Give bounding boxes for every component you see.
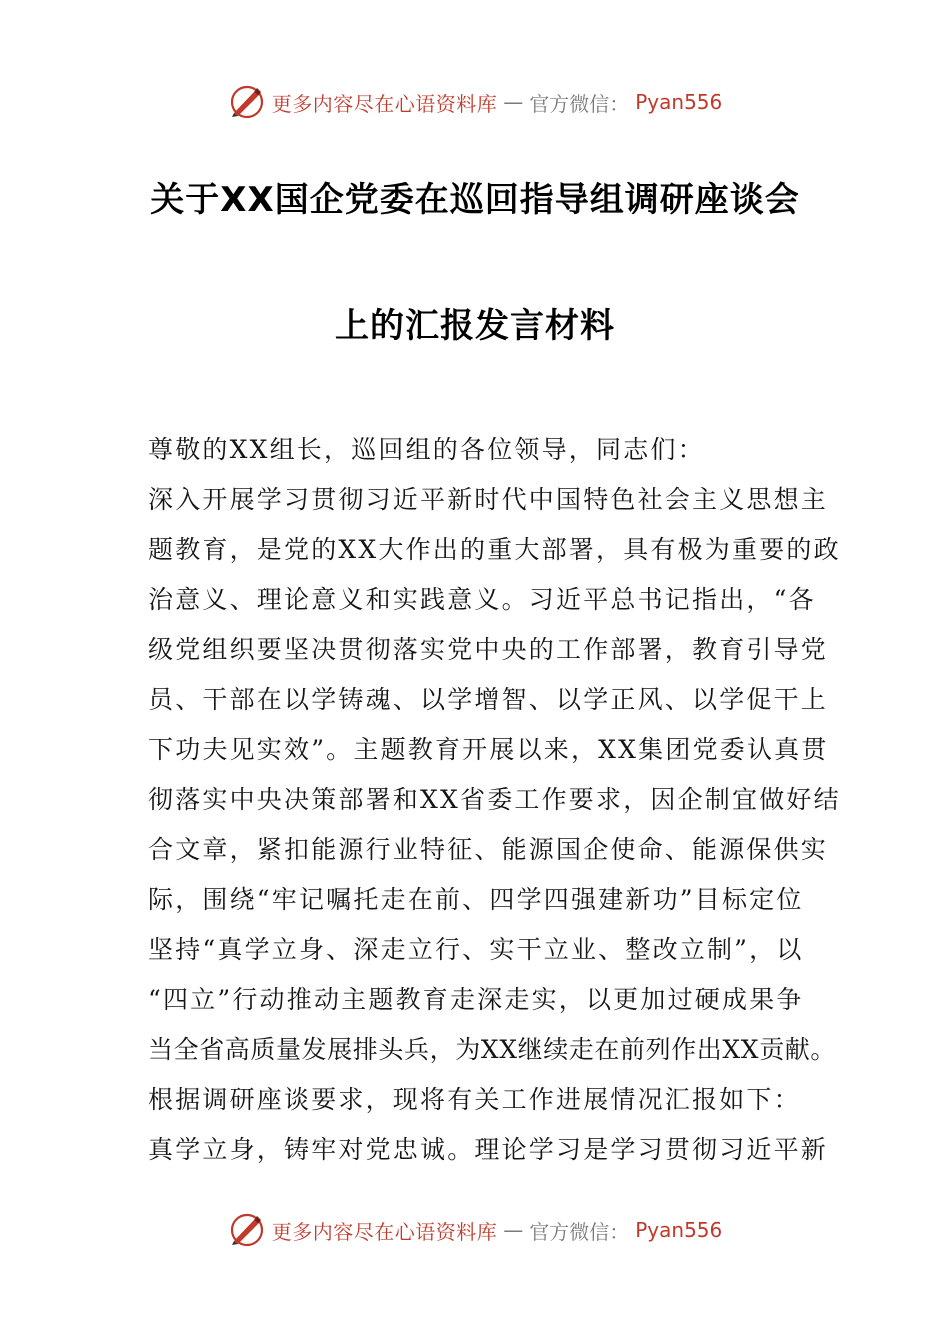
body-line: 员、干部在以学铸魂、以学增智、以学正风、以学促干上 (148, 685, 829, 714)
document-title-line-1: 关于XX国企党委在巡回指导组调研座谈会 (150, 180, 800, 220)
body-line: 合文章，紧扣能源行业特征、能源国企使命、能源保供实 (148, 835, 829, 864)
body-line: 真学立身，铸牢对党忠诚。理论学习是学习贯彻习近平新 (148, 1135, 829, 1164)
wechat-id: Pyan556 (635, 1218, 723, 1242)
body-line: 当全省高质量发展排头兵，为XX继续走在前列作出XX贡献。 (148, 1035, 836, 1064)
document-body (148, 425, 841, 1175)
body-line: 际，围绕“牢记嘱托走在前、四学四强建新功”目标定位 (148, 885, 804, 914)
body-line: 根据调研座谈要求，现将有关工作进展情况汇报如下： (148, 1085, 801, 1114)
body-line: “四立”行动推动主题教育走深走实，以更加过硬成果争 (148, 985, 804, 1014)
body-line: 下功夫见实效”。主题教育开展以来，XX集团党委认真贯 (148, 735, 829, 764)
wechat-id: Pyan556 (635, 90, 723, 114)
wechat-label: 官方微信： (529, 1219, 630, 1244)
pen-logo-icon (228, 1211, 266, 1249)
body-line: 治意义、理论意义和实践意义。习近平总书记指出，“各 (148, 585, 816, 614)
wechat-label: 官方微信： (529, 91, 630, 116)
watermark-banner-bottom (0, 1210, 950, 1250)
watermark-separator: — (503, 90, 524, 114)
body-line: 坚持“真学立身、深走立行、实干立业、整改立制”，以 (148, 935, 804, 964)
watermark-banner-top (0, 82, 950, 122)
watermark-text: 更多内容尽在心语资料库 (271, 91, 498, 116)
watermark-text: 更多内容尽在心语资料库 (271, 1219, 498, 1244)
body-line: 题教育，是党的XX大作出的重大部署，具有极为重要的政 (148, 535, 841, 564)
pen-logo-icon (228, 83, 266, 121)
watermark-separator: — (503, 1218, 524, 1242)
document-title-line-2: 上的汇报发言材料 (335, 306, 615, 346)
body-line: 尊敬的XX组长，巡回组的各位领导，同志们： (148, 435, 705, 464)
body-line: 深入开展学习贯彻习近平新时代中国特色社会主义思想主 (148, 485, 829, 514)
body-line: 级党组织要坚决贯彻落实党中央的工作部署，教育引导党 (148, 635, 829, 664)
body-line: 彻落实中央决策部署和XX省委工作要求，因企制宜做好结 (148, 785, 841, 814)
